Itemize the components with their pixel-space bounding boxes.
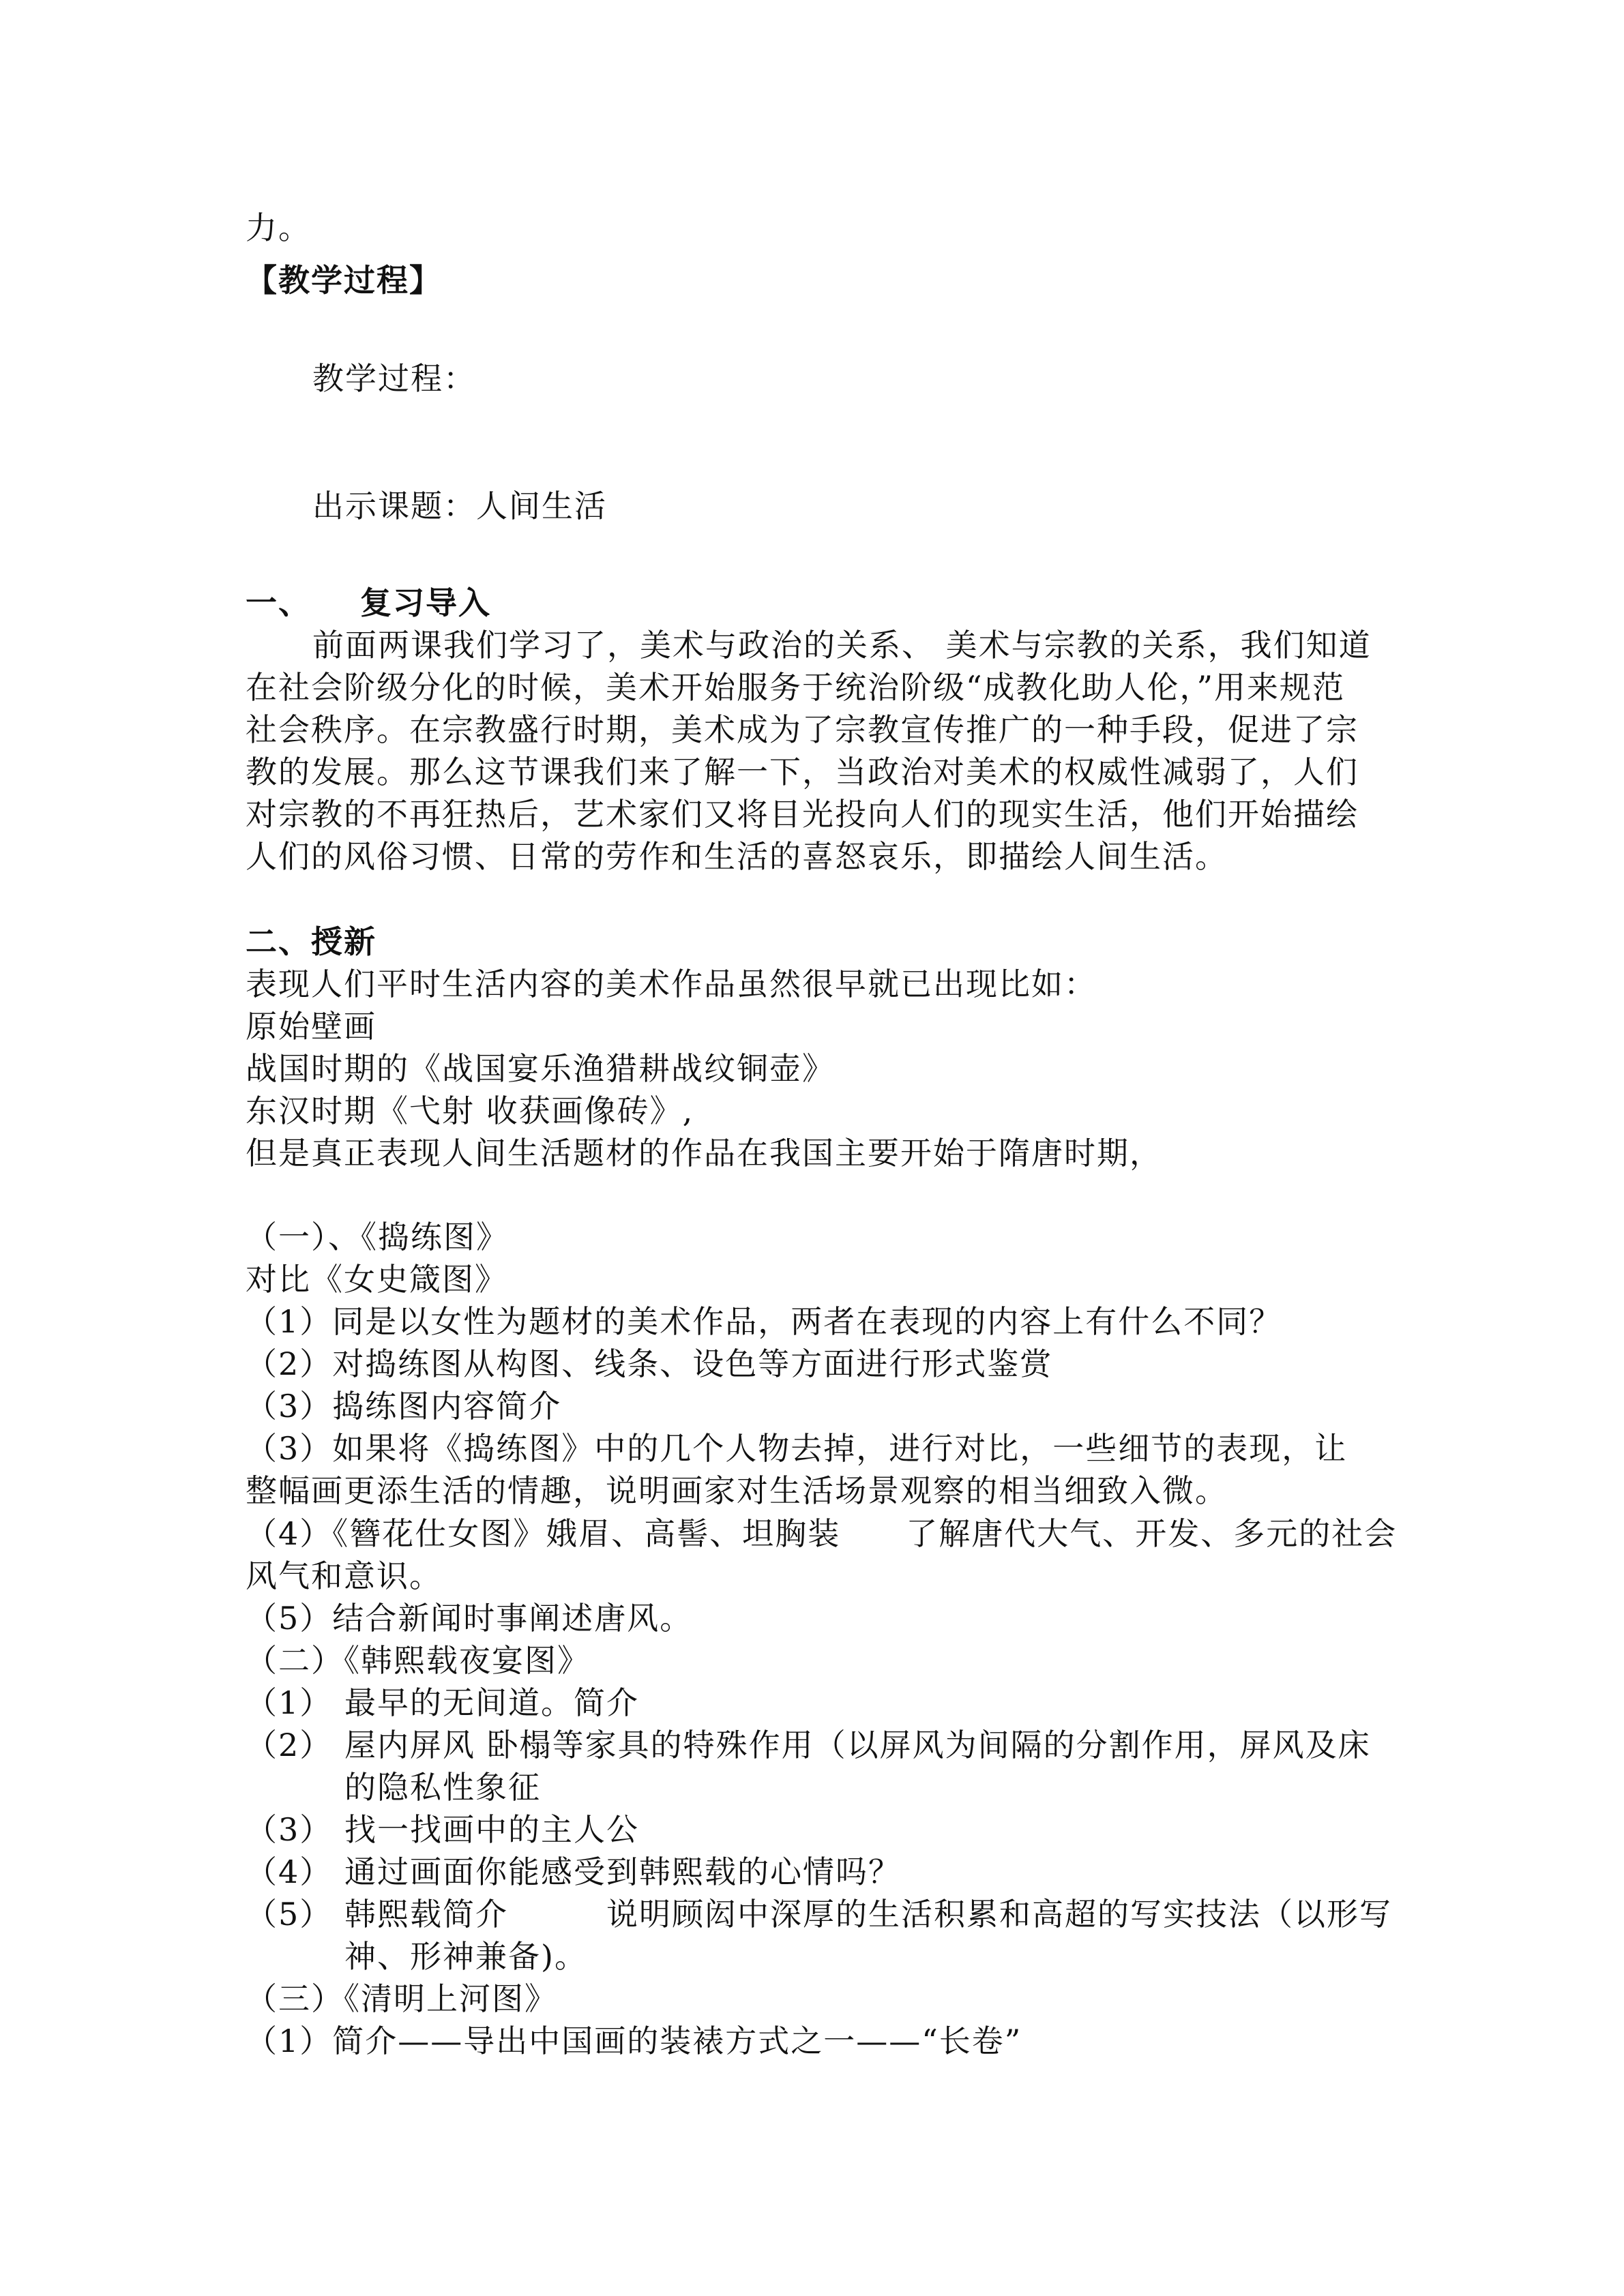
- sub2-item-4-num: （4）: [246, 1853, 333, 1890]
- sub2-item-2-cont: 的隐私性象征: [344, 1769, 541, 1806]
- sub1-line-6: 整幅画更添生活的情趣，说明画家对生活场景观察的相当细致入微。: [246, 1472, 1228, 1509]
- sub2-item-3-text: 找一找画中的主人公: [344, 1811, 639, 1848]
- sub2-title: （二）《韩熙载夜宴图》: [246, 1642, 590, 1679]
- sub1-line-4: （3）捣练图内容简介: [246, 1388, 562, 1425]
- part2-line-3: 战国时期的《战国宴乐渔猎耕战纹铜壶》: [246, 1050, 835, 1087]
- sub1-line-8: 风气和意识。: [246, 1557, 442, 1594]
- sub1-line-2: （1）同是以女性为题材的美术作品，两者在表现的内容上有什么不同？: [246, 1303, 1282, 1340]
- sub1-line-5: （3）如果将《捣练图》中的几个人物去掉，进行对比，一些细节的表现，让: [246, 1430, 1348, 1467]
- part1-line-1: 前面两课我们学习了，美术与政治的关系、 美术与宗教的关系，我们知道: [312, 627, 1372, 664]
- sub1-line-9: （5）结合新闻时事阐述唐风。: [246, 1600, 693, 1637]
- sub2-item-5-text: 韩熙载简介 说明顾闳中深厚的生活积累和高超的写实技法（以形写: [344, 1896, 1392, 1933]
- part2-line-5: 但是真正表现人间生活题材的作品在我国主要开始于隋唐时期，: [246, 1135, 1162, 1172]
- part1-line-4: 教的发展。那么这节课我们来了解一下，当政治对美术的权威性减弱了，人们: [246, 754, 1359, 790]
- sub2-item-2-num: （2）: [246, 1727, 333, 1763]
- part2-title: 二、授新: [246, 923, 377, 960]
- part1-line-6: 人们的风俗习惯、日常的劳作和生活的喜怒哀乐，即描绘人间生活。: [246, 838, 1228, 875]
- sub2-item-2-text: 屋内屏风 卧榻等家具的特殊作用（以屏风为间隔的分割作用，屏风及床: [344, 1727, 1371, 1763]
- sub2-item-5-cont: 神、形神兼备)。: [344, 1938, 587, 1975]
- sub3-title: （三）《清明上河图》: [246, 1980, 557, 2017]
- part2-line-2: 原始壁画: [246, 1008, 377, 1045]
- part1-number: 一、: [246, 584, 311, 621]
- part1-line-3: 社会秩序。在宗教盛行时期，美术成为了宗教宣传推广的一种手段，促进了宗: [246, 711, 1359, 748]
- sub1-title: （一）、《捣练图》: [246, 1219, 509, 1255]
- section-heading: 【教学过程】: [246, 262, 442, 299]
- part1-line-5: 对宗教的不再狂热后，艺术家们又将目光投向人们的现实生活，他们开始描绘: [246, 796, 1359, 833]
- sub2-item-1-num: （1）: [246, 1684, 333, 1721]
- part1-line-2: 在社会阶级分化的时候，美术开始服务于统治阶级“成教化助人伦，”用来规范: [246, 669, 1346, 706]
- process-label: 教学过程：: [312, 360, 476, 397]
- part2-line-4: 东汉时期《弋射 收获画像砖》,: [246, 1092, 694, 1129]
- sub2-item-3-num: （3）: [246, 1811, 333, 1848]
- part2-line-1: 表现人们平时生活内容的美术作品虽然很早就已出现比如：: [246, 966, 1097, 1002]
- sub1-line-3: （2）对捣练图从构图、线条、设色等方面进行形式鉴赏: [246, 1345, 1053, 1382]
- sub1-line-1: 对比《女史箴图》: [246, 1261, 507, 1298]
- sub2-item-5-num: （5）: [246, 1896, 333, 1933]
- sub2-item-1-text: 最早的无间道。简介: [344, 1684, 639, 1721]
- sub3-line-1: （1）简介——导出中国画的装裱方式之一——“长卷”: [246, 2023, 1022, 2059]
- sub2-item-4-text: 通过画面你能感受到韩熙载的心情吗？: [344, 1853, 901, 1890]
- topic-line: 出示课题：人间生活: [312, 488, 607, 524]
- top-fragment: 力。: [246, 209, 311, 246]
- part1-title: 复习导入: [360, 584, 491, 621]
- sub1-line-7: （4）《簪花仕女图》娥眉、高髻、坦胸装 了解唐代大气、开发、多元的社会: [246, 1515, 1398, 1552]
